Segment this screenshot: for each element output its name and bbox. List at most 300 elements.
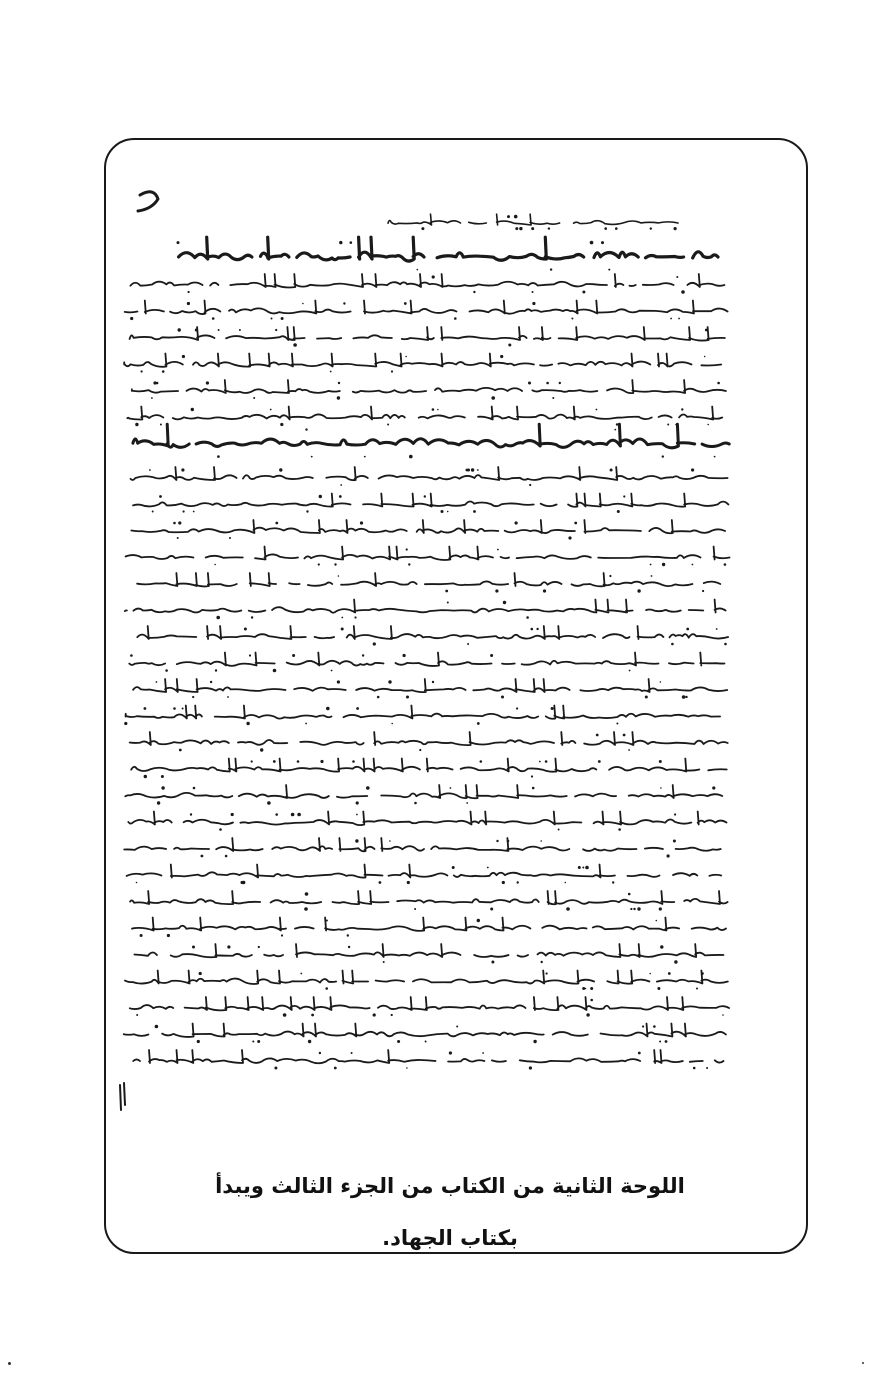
ink-dot bbox=[210, 681, 212, 683]
ink-dot bbox=[339, 241, 342, 244]
ink-dot bbox=[532, 302, 535, 305]
ink-dot bbox=[197, 1040, 200, 1043]
ink-dot bbox=[449, 1051, 452, 1054]
handwritten-line bbox=[137, 626, 728, 639]
ink-dot bbox=[350, 241, 353, 244]
ink-dot bbox=[696, 988, 698, 990]
ink-dot bbox=[623, 734, 626, 737]
ink-dot bbox=[667, 424, 669, 426]
ink-dot bbox=[424, 495, 426, 497]
handwritten-line bbox=[126, 706, 721, 719]
ink-dot bbox=[206, 381, 209, 384]
ink-dot bbox=[135, 423, 138, 426]
ink-dot bbox=[241, 881, 244, 884]
ink-dot bbox=[467, 643, 469, 645]
ink-dot bbox=[704, 356, 706, 358]
ink-dot bbox=[383, 961, 385, 963]
ink-dot bbox=[177, 241, 180, 244]
ink-dot bbox=[552, 397, 554, 399]
ink-dot bbox=[516, 707, 518, 709]
ink-dot bbox=[724, 563, 727, 566]
ink-dot bbox=[173, 707, 176, 710]
ink-dot bbox=[227, 696, 229, 698]
ink-dot bbox=[706, 1067, 708, 1069]
ink-dot bbox=[659, 907, 662, 910]
ink-dot bbox=[183, 510, 185, 512]
ink-dot bbox=[192, 696, 194, 698]
ink-dot bbox=[406, 696, 409, 699]
handwritten-line bbox=[124, 354, 721, 367]
ink-dot bbox=[466, 802, 468, 804]
ink-dot bbox=[178, 328, 181, 331]
ink-dot bbox=[712, 786, 715, 789]
ink-dot bbox=[653, 1025, 656, 1028]
ink-dot bbox=[178, 521, 181, 524]
ink-dot bbox=[477, 469, 479, 471]
ink-dot bbox=[673, 840, 676, 843]
ink-dot bbox=[531, 775, 533, 777]
ink-dot bbox=[251, 760, 253, 762]
ink-dot bbox=[160, 424, 162, 426]
ink-dot bbox=[590, 987, 593, 990]
ink-dot bbox=[618, 828, 621, 831]
ink-dot bbox=[338, 575, 340, 577]
ink-dot bbox=[590, 999, 593, 1002]
handwritten-line bbox=[125, 301, 728, 315]
ink-dot bbox=[244, 628, 247, 631]
ink-dot bbox=[159, 495, 162, 498]
ink-dot bbox=[650, 564, 652, 566]
ink-dot bbox=[473, 291, 475, 293]
ink-dot bbox=[319, 1052, 321, 1054]
ink-dot bbox=[480, 760, 483, 763]
ink-dot bbox=[578, 866, 581, 869]
handwritten-line bbox=[130, 732, 728, 745]
ink-dot bbox=[502, 881, 505, 884]
ink-dot bbox=[124, 722, 127, 725]
ink-dot bbox=[231, 813, 234, 816]
ink-dot bbox=[629, 670, 631, 672]
ink-dot bbox=[514, 215, 518, 219]
manuscript-image bbox=[118, 185, 743, 1125]
ink-dot bbox=[279, 468, 282, 471]
ink-dot bbox=[612, 881, 614, 883]
handwritten-line bbox=[131, 467, 728, 480]
ink-dot bbox=[252, 1041, 254, 1043]
ink-dot bbox=[705, 329, 708, 332]
ink-dot bbox=[191, 408, 194, 411]
ink-dot bbox=[280, 423, 283, 426]
ink-dot bbox=[214, 564, 216, 566]
ink-dot bbox=[432, 681, 434, 683]
ink-dot bbox=[529, 484, 531, 486]
ink-dot bbox=[246, 722, 249, 725]
ink-dot bbox=[270, 409, 272, 411]
ink-dot bbox=[515, 521, 518, 524]
ink-dot bbox=[267, 801, 271, 805]
ink-dot bbox=[477, 722, 480, 725]
ink-dot bbox=[616, 423, 618, 425]
ink-dot bbox=[190, 813, 192, 815]
ink-dot bbox=[212, 317, 215, 320]
ink-dot bbox=[217, 455, 220, 458]
ink-dot bbox=[325, 987, 328, 990]
ink-dot bbox=[526, 616, 529, 619]
ink-dot bbox=[608, 269, 610, 271]
ink-dot bbox=[397, 1040, 400, 1043]
ink-dot bbox=[638, 1052, 641, 1055]
handwritten-line bbox=[118, 997, 729, 1010]
ink-dot bbox=[685, 696, 687, 698]
ink-dot bbox=[662, 563, 665, 566]
ink-dot bbox=[405, 356, 407, 358]
handwritten-line bbox=[130, 891, 728, 904]
handwritten-line bbox=[388, 214, 678, 225]
ink-dot bbox=[445, 590, 448, 593]
ink-dot bbox=[649, 973, 651, 975]
ink-dot bbox=[668, 972, 671, 975]
caption bbox=[150, 1160, 750, 1264]
ink-dot bbox=[229, 537, 231, 539]
ink-dot bbox=[471, 468, 474, 471]
ink-dot bbox=[686, 628, 689, 631]
ink-dot bbox=[155, 1025, 159, 1029]
ink-dot bbox=[503, 601, 506, 604]
ink-dot bbox=[651, 575, 653, 577]
ink-dot bbox=[304, 907, 308, 911]
margin-mark bbox=[120, 1083, 125, 1110]
handwritten-line bbox=[127, 865, 722, 878]
ink-dot bbox=[156, 681, 158, 683]
ink-dot bbox=[193, 511, 195, 513]
ink-dot bbox=[447, 602, 449, 604]
ink-dot bbox=[162, 370, 165, 373]
ink-dot bbox=[273, 760, 276, 763]
ink-dot bbox=[582, 867, 584, 869]
ink-dot bbox=[130, 654, 133, 657]
ink-dot bbox=[437, 409, 439, 411]
ink-dot bbox=[273, 669, 277, 673]
caption-line-2: بكتاب الجهاد. bbox=[382, 1226, 518, 1250]
ink-dot bbox=[341, 628, 344, 631]
scan-speck bbox=[862, 1362, 864, 1364]
ink-dot bbox=[432, 408, 435, 411]
ink-dot bbox=[271, 318, 273, 320]
ink-dot bbox=[574, 522, 577, 525]
ink-dot bbox=[414, 802, 417, 805]
caption-line-1: اللوحة الثانية من الكتاب من الجزء الثالث ويبدأ bbox=[215, 1174, 685, 1198]
ink-dot bbox=[456, 1026, 458, 1028]
ink-dot bbox=[615, 227, 618, 230]
ink-dot bbox=[482, 1052, 484, 1054]
ink-dot bbox=[305, 428, 307, 430]
handwritten-line bbox=[124, 1024, 726, 1037]
ink-dot bbox=[320, 760, 323, 763]
ink-dot bbox=[339, 495, 342, 498]
ink-dot bbox=[637, 907, 640, 910]
ink-dot bbox=[373, 642, 376, 645]
ink-dot bbox=[610, 469, 613, 472]
handwritten-line bbox=[125, 971, 728, 984]
ink-dot bbox=[258, 946, 260, 948]
ink-dot bbox=[144, 707, 147, 710]
ink-dot bbox=[617, 510, 620, 513]
ink-dot bbox=[571, 318, 573, 320]
ink-dot bbox=[604, 227, 607, 230]
ink-dot bbox=[517, 881, 519, 883]
ink-dot bbox=[496, 840, 498, 842]
ink-dot bbox=[519, 227, 522, 230]
ink-dot bbox=[500, 355, 503, 358]
ink-dot bbox=[630, 908, 632, 910]
ink-dot bbox=[541, 961, 543, 963]
ink-dot bbox=[674, 960, 677, 963]
ink-dot bbox=[454, 317, 457, 320]
ink-dot bbox=[432, 275, 435, 278]
ink-dot bbox=[311, 456, 313, 458]
ink-dot bbox=[253, 397, 255, 399]
ink-dot bbox=[487, 867, 489, 869]
ink-dot bbox=[660, 787, 662, 789]
ink-dot bbox=[642, 1025, 644, 1027]
handwritten-line bbox=[130, 274, 724, 288]
handwritten-line bbox=[133, 679, 727, 692]
ink-dot bbox=[515, 227, 518, 230]
handwritten-line bbox=[137, 573, 720, 586]
ink-dot bbox=[337, 680, 340, 683]
ink-dot bbox=[373, 1013, 376, 1016]
ink-dot bbox=[406, 548, 408, 550]
ink-dot bbox=[582, 291, 585, 294]
ink-dot bbox=[582, 987, 585, 990]
ink-dot bbox=[674, 227, 677, 230]
ink-dot bbox=[136, 882, 138, 884]
ink-dot bbox=[318, 563, 320, 565]
ink-dot bbox=[161, 786, 164, 789]
ink-dot bbox=[297, 760, 300, 763]
handwritten-line bbox=[131, 759, 727, 772]
ink-dot bbox=[151, 397, 153, 399]
ink-dot bbox=[657, 987, 660, 990]
ink-dot bbox=[596, 409, 598, 411]
ink-dot bbox=[389, 840, 391, 842]
handwritten-line bbox=[170, 237, 719, 261]
ink-dot bbox=[508, 344, 511, 347]
ink-dot bbox=[354, 616, 356, 618]
ink-dot bbox=[364, 456, 366, 458]
page-marker bbox=[138, 192, 158, 211]
ink-dot bbox=[637, 589, 640, 592]
ink-dot bbox=[492, 397, 494, 399]
ink-dot bbox=[659, 1041, 661, 1043]
handwritten-line bbox=[128, 812, 726, 826]
ink-dot bbox=[297, 813, 301, 817]
ink-dot bbox=[156, 382, 159, 385]
ink-dot bbox=[152, 511, 154, 513]
ink-dot bbox=[275, 813, 278, 816]
ink-dot bbox=[536, 628, 538, 630]
ink-dot bbox=[665, 1040, 668, 1043]
ink-dot bbox=[144, 775, 147, 778]
ink-dot bbox=[281, 317, 284, 320]
ink-dot bbox=[305, 892, 309, 896]
ink-dot bbox=[377, 696, 380, 699]
ink-dot bbox=[338, 382, 340, 384]
ink-dot bbox=[193, 787, 196, 790]
ink-dot bbox=[707, 424, 709, 426]
ink-dot bbox=[532, 787, 535, 790]
ink-dot bbox=[293, 343, 297, 347]
ink-dot bbox=[391, 1014, 393, 1016]
ink-dot bbox=[173, 522, 176, 525]
ink-dot bbox=[559, 382, 561, 384]
ink-dot bbox=[565, 882, 567, 884]
ink-dot bbox=[356, 801, 359, 804]
ink-dot bbox=[425, 1041, 427, 1043]
ink-dot bbox=[447, 511, 449, 513]
ink-dot bbox=[419, 749, 421, 751]
ink-dot bbox=[149, 469, 151, 471]
ink-dot bbox=[601, 241, 604, 244]
ink-dot bbox=[692, 564, 694, 566]
ink-dot bbox=[161, 775, 164, 778]
ink-dot bbox=[450, 787, 452, 789]
ink-dot bbox=[671, 643, 674, 646]
ink-dot bbox=[414, 908, 416, 910]
ink-dot bbox=[391, 370, 393, 372]
ink-dot bbox=[218, 329, 220, 331]
ink-dot bbox=[406, 1067, 408, 1069]
ink-dot bbox=[387, 424, 389, 426]
ink-dot bbox=[239, 329, 241, 331]
ink-dot bbox=[533, 1040, 536, 1043]
ink-dot bbox=[691, 468, 694, 471]
ink-dot bbox=[495, 589, 498, 592]
ink-dot bbox=[326, 920, 328, 922]
ink-dot bbox=[681, 408, 683, 410]
handwritten-line bbox=[126, 547, 730, 561]
ink-dot bbox=[491, 961, 494, 964]
ink-dot bbox=[362, 654, 364, 656]
ink-dot bbox=[633, 908, 635, 910]
ink-dot bbox=[327, 707, 329, 709]
ink-dot bbox=[614, 429, 616, 431]
ink-dot bbox=[181, 468, 184, 471]
ink-dot bbox=[596, 734, 599, 737]
ink-dot bbox=[660, 945, 663, 948]
ink-dot bbox=[441, 510, 444, 513]
ink-dot bbox=[656, 920, 658, 922]
ink-dot bbox=[531, 628, 534, 631]
handwritten-line bbox=[130, 327, 725, 341]
ink-dot bbox=[650, 227, 652, 229]
ink-dot bbox=[283, 1013, 287, 1017]
ink-dot bbox=[306, 510, 308, 512]
ink-dot bbox=[667, 854, 670, 857]
ink-dot bbox=[550, 268, 552, 270]
ink-dot bbox=[355, 839, 358, 842]
ink-dot bbox=[421, 227, 424, 230]
ink-dot bbox=[188, 291, 190, 293]
ink-dot bbox=[507, 840, 510, 843]
ink-dot bbox=[157, 801, 160, 804]
ink-dot bbox=[130, 317, 133, 320]
handwritten-line bbox=[131, 520, 725, 533]
ink-dot bbox=[674, 813, 676, 815]
ink-dot bbox=[714, 456, 716, 458]
ink-dot bbox=[490, 654, 493, 657]
ink-dot bbox=[628, 893, 631, 896]
ink-dot bbox=[291, 813, 295, 817]
handwritten-line bbox=[133, 424, 729, 448]
ink-dot bbox=[274, 1067, 277, 1070]
ink-dot bbox=[334, 563, 336, 565]
ink-dot bbox=[179, 749, 182, 752]
ink-dot bbox=[473, 510, 476, 513]
ink-dot bbox=[319, 495, 322, 498]
ink-dot bbox=[251, 616, 253, 618]
ink-dot bbox=[348, 946, 350, 948]
ink-dot bbox=[356, 814, 358, 816]
handwritten-line bbox=[122, 653, 725, 666]
ink-dot bbox=[305, 723, 307, 725]
ink-dot bbox=[586, 1013, 589, 1016]
ink-dot bbox=[724, 643, 727, 646]
handwritten-line bbox=[132, 380, 726, 393]
ink-dot bbox=[337, 396, 340, 399]
ink-dot bbox=[676, 276, 678, 278]
ink-dot bbox=[165, 669, 168, 672]
ink-dot bbox=[227, 945, 230, 948]
ink-dot bbox=[543, 589, 546, 592]
ink-dot bbox=[219, 828, 222, 831]
ink-dot bbox=[590, 241, 594, 245]
ink-dot bbox=[352, 760, 355, 763]
ink-dot bbox=[341, 617, 343, 619]
ink-dot bbox=[670, 318, 672, 320]
handwritten-line bbox=[133, 494, 728, 507]
ink-dot bbox=[659, 760, 662, 763]
ink-dot bbox=[308, 1040, 311, 1043]
ink-dot bbox=[507, 215, 510, 218]
handwritten-line bbox=[125, 600, 726, 613]
ink-dot bbox=[187, 302, 190, 305]
handwritten-line bbox=[134, 944, 723, 957]
ink-dot bbox=[409, 455, 413, 459]
ink-dot bbox=[311, 1014, 314, 1017]
ink-dot bbox=[417, 269, 419, 271]
ink-dot bbox=[215, 669, 217, 671]
ink-dot bbox=[660, 681, 662, 683]
ink-dot bbox=[466, 469, 469, 472]
manuscript-handwriting bbox=[118, 185, 743, 1125]
ink-dot bbox=[681, 290, 685, 294]
ink-dot bbox=[545, 760, 548, 763]
ink-dot bbox=[225, 855, 228, 858]
ink-dot bbox=[199, 972, 202, 975]
ink-dot bbox=[360, 521, 363, 524]
ink-dot bbox=[140, 934, 143, 937]
ink-dot bbox=[501, 696, 504, 699]
ink-dot bbox=[529, 1066, 532, 1069]
ink-dot bbox=[201, 855, 204, 858]
ink-dot bbox=[568, 536, 571, 539]
handwritten-line bbox=[125, 785, 722, 798]
ink-dot bbox=[388, 680, 391, 683]
ink-dot bbox=[403, 654, 406, 657]
ink-dot bbox=[356, 707, 359, 710]
ink-dot bbox=[182, 708, 184, 710]
